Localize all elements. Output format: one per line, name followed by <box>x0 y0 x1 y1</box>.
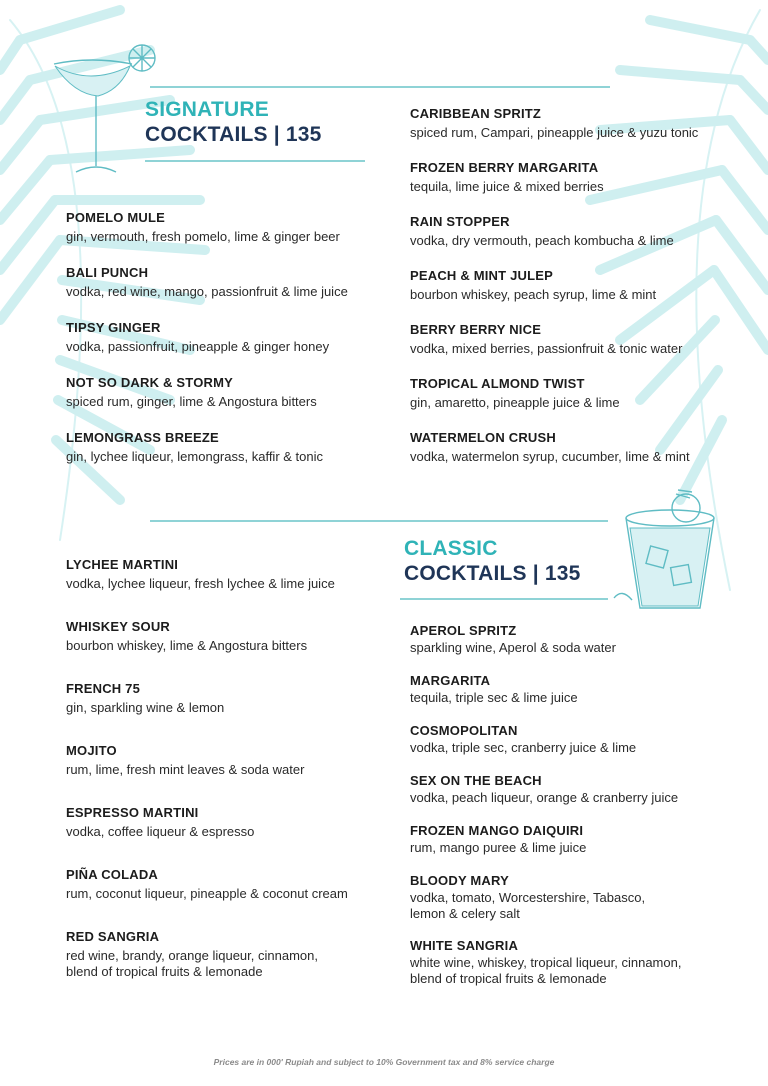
menu-item <box>66 681 386 743</box>
item-description: gin, vermouth, fresh pomelo, lime & ginger beer <box>66 229 340 244</box>
item-description: tequila, lime juice & mixed berries <box>410 179 604 194</box>
item-description: rum, lime, fresh mint leaves & soda water <box>66 762 305 777</box>
menu-item <box>66 320 386 375</box>
item-description: rum, coconut liqueur, pineapple & coconut cream <box>66 886 348 901</box>
menu-item <box>410 268 750 322</box>
item-name: MOJITO <box>66 743 117 758</box>
item-description: vodka, dry vermouth, peach kombucha & lime <box>410 233 674 248</box>
classic-title: CLASSIC <box>404 537 498 560</box>
price-footnote: Prices are in 000' Rupiah and subject to 10% Government tax and 8% service charge <box>213 1057 555 1067</box>
menu-item <box>410 106 750 160</box>
item-name: FROZEN BERRY MARGARITA <box>410 160 599 175</box>
classic-right-list <box>410 623 720 988</box>
item-description: spiced rum, ginger, lime & Angostura bitters <box>66 394 317 409</box>
item-name: CARIBBEAN SPRITZ <box>410 106 542 121</box>
item-name: PIÑA COLADA <box>66 867 158 882</box>
item-description: bourbon whiskey, peach syrup, lime & mint <box>410 287 657 302</box>
menu-item <box>410 623 720 673</box>
highball-glass-icon <box>612 488 732 618</box>
item-name: SEX ON THE BEACH <box>410 773 542 788</box>
item-name: FRENCH 75 <box>66 681 141 696</box>
item-description: vodka, watermelon syrup, cucumber, lime & mint <box>410 449 690 464</box>
signature-title: SIGNATURE <box>145 98 269 121</box>
menu-item <box>66 867 386 929</box>
item-name: TIPSY GINGER <box>66 320 161 335</box>
item-name: POMELO MULE <box>66 210 165 225</box>
item-name: RED SANGRIA <box>66 929 160 944</box>
item-name: TROPICAL ALMOND TWIST <box>410 376 585 391</box>
menu-item <box>66 805 386 867</box>
item-description: bourbon whiskey, lime & Angostura bitters <box>66 638 308 653</box>
item-description: gin, lychee liqueur, lemongrass, kaffir & tonic <box>66 449 324 464</box>
classic-top-rule <box>150 520 608 522</box>
item-description: white wine, whiskey, tropical liqueur, cinnamon, blend of tropical fruits & lemonade <box>410 955 682 986</box>
menu-item <box>410 376 750 430</box>
signature-price-title: COCKTAILS | 135 <box>145 123 322 146</box>
item-name: MARGARITA <box>410 673 491 688</box>
signature-right-list <box>410 106 750 484</box>
item-description: vodka, red wine, mango, passionfruit & lime juice <box>66 284 348 299</box>
item-name: BALI PUNCH <box>66 265 149 280</box>
item-name: WATERMELON CRUSH <box>410 430 556 445</box>
item-name: LEMONGRASS BREEZE <box>66 430 219 445</box>
item-name: NOT SO DARK & STORMY <box>66 375 233 390</box>
signature-left-list <box>66 210 386 485</box>
item-name: PEACH & MINT JULEP <box>410 268 554 283</box>
item-name: RAIN STOPPER <box>410 214 510 229</box>
classic-left-list <box>66 557 386 991</box>
menu-item <box>410 723 720 773</box>
item-name: BERRY BERRY NICE <box>410 322 542 337</box>
menu-item <box>66 619 386 681</box>
menu-item <box>66 557 386 619</box>
menu-item <box>66 375 386 430</box>
menu-item <box>410 160 750 214</box>
item-description: spiced rum, Campari, pineapple juice & yuzu tonic <box>410 125 699 140</box>
classic-bottom-rule <box>400 598 608 600</box>
menu-item <box>410 823 720 873</box>
item-description: vodka, peach liqueur, orange & cranberry juice <box>410 790 679 805</box>
item-description: gin, amaretto, pineapple juice & lime <box>410 395 620 410</box>
item-description: vodka, coffee liqueur & espresso <box>66 824 255 839</box>
item-name: ESPRESSO MARTINI <box>66 805 199 820</box>
menu-item <box>66 210 386 265</box>
item-name: APEROL SPRITZ <box>410 623 517 638</box>
item-name: FROZEN MANGO DAIQUIRI <box>410 823 584 838</box>
menu-item <box>66 929 386 991</box>
item-description: red wine, brandy, orange liqueur, cinnamon, blend of tropical fruits & lemonade <box>66 948 318 979</box>
item-description: gin, sparkling wine & lemon <box>66 700 225 715</box>
item-description: vodka, triple sec, cranberry juice & lime <box>410 740 637 755</box>
menu-item <box>410 773 720 823</box>
item-description: vodka, lychee liqueur, fresh lychee & lime juice <box>66 576 335 591</box>
item-name: BLOODY MARY <box>410 873 509 888</box>
menu-item <box>410 430 750 484</box>
item-description: vodka, passionfruit, pineapple & ginger honey <box>66 339 330 354</box>
item-description: vodka, mixed berries, passionfruit & tonic water <box>410 341 683 356</box>
menu-item <box>66 743 386 805</box>
item-description: sparkling wine, Aperol & soda water <box>410 640 616 655</box>
margarita-glass-icon <box>50 38 160 178</box>
item-name: WHISKEY SOUR <box>66 619 171 634</box>
item-description: tequila, triple sec & lime juice <box>410 690 578 705</box>
menu-item <box>410 873 720 938</box>
menu-item <box>410 322 750 376</box>
signature-cocktails-heading <box>145 98 322 148</box>
item-name: LYCHEE MARTINI <box>66 557 179 572</box>
item-name: WHITE SANGRIA <box>410 938 519 953</box>
menu-item <box>66 430 386 485</box>
classic-price-title: COCKTAILS | 135 <box>404 562 581 585</box>
menu-item <box>410 673 720 723</box>
classic-cocktails-heading <box>404 537 581 587</box>
signature-bottom-rule <box>145 160 365 162</box>
item-description: rum, mango puree & lime juice <box>410 840 587 855</box>
menu-item <box>410 938 720 988</box>
menu-item <box>410 214 750 268</box>
item-description: vodka, tomato, Worcestershire, Tabasco, lemon & celery salt <box>410 890 646 921</box>
signature-top-rule <box>150 86 610 88</box>
item-name: COSMOPOLITAN <box>410 723 518 738</box>
menu-item <box>66 265 386 320</box>
